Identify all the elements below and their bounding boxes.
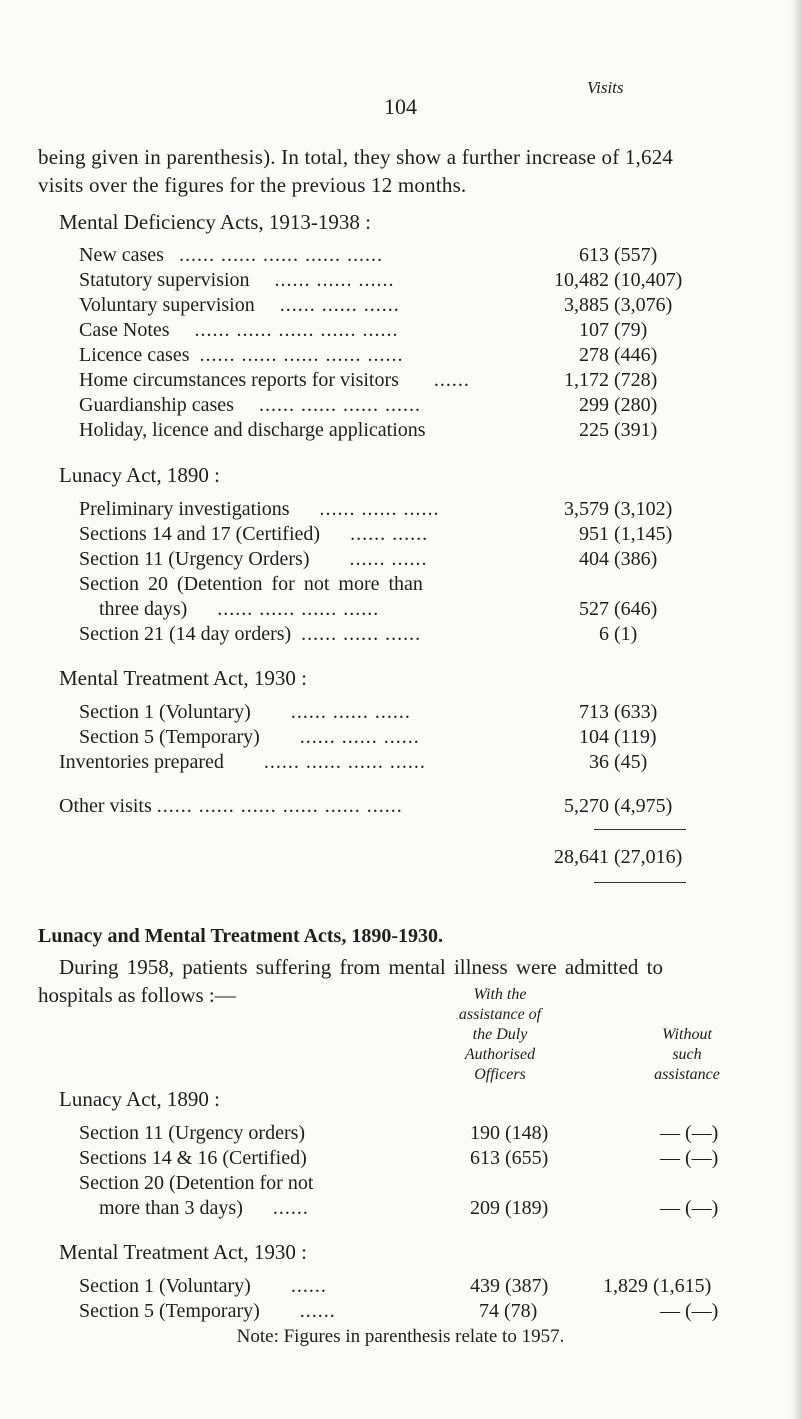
row-label: Statutory supervision ...... ...... ...... bbox=[79, 269, 395, 291]
table-row bbox=[79, 701, 779, 727]
table-row bbox=[79, 1197, 779, 1223]
table-row bbox=[79, 548, 779, 574]
row-label: Section 5 (Temporary) ...... ...... ...... bbox=[79, 726, 420, 748]
row-prev-value: (633) bbox=[614, 701, 658, 723]
row-prev-value: (386) bbox=[614, 548, 658, 570]
row-value: 5,270 bbox=[564, 795, 609, 817]
row-label: Sections 14 & 16 (Certified) bbox=[79, 1147, 307, 1169]
row-prev-value: (119) bbox=[614, 726, 657, 748]
table-row bbox=[79, 344, 779, 370]
row-value: 3,579 bbox=[564, 498, 609, 520]
row-prev-value: (45) bbox=[614, 751, 648, 773]
row-value: 225 bbox=[579, 419, 609, 441]
section-heading: Lunacy and Mental Treatment Acts, 1890-1930. bbox=[38, 925, 443, 947]
table-row bbox=[79, 319, 779, 345]
visits-column-header: Visits bbox=[587, 78, 624, 97]
table-row bbox=[79, 623, 779, 649]
table-row bbox=[79, 294, 779, 320]
row-label: Guardianship cases ...... ...... ...... ...... bbox=[79, 394, 421, 416]
table-row bbox=[79, 369, 779, 395]
table-row bbox=[79, 1122, 779, 1148]
row-value: 107 bbox=[579, 319, 609, 341]
row-value: 1,172 bbox=[564, 369, 609, 391]
row-prev-value: (391) bbox=[614, 419, 658, 441]
lunacy-act-title-2: Lunacy Act, 1890 : bbox=[59, 1087, 220, 1111]
table-row bbox=[79, 498, 779, 524]
row-value: 951 bbox=[579, 523, 609, 545]
table-row bbox=[79, 598, 779, 624]
row-label: Section 20 (Detention for not bbox=[79, 1172, 314, 1194]
table-row bbox=[79, 1147, 779, 1173]
row-label: Licence cases ...... ...... ...... ...... ...... bbox=[79, 344, 404, 366]
table-row bbox=[79, 1300, 779, 1326]
row-label: Sections 14 and 17 (Certified) ...... ...... bbox=[79, 523, 429, 545]
row-label: Section 1 (Voluntary) ...... ...... ...... bbox=[79, 701, 411, 723]
table-row bbox=[79, 1275, 779, 1301]
row-label: more than 3 days) ...... bbox=[99, 1197, 309, 1219]
row-prev-value: (646) bbox=[614, 598, 658, 620]
row-label: three days) ...... ...... ...... ...... bbox=[99, 598, 380, 620]
row-value: 3,885 bbox=[564, 294, 609, 316]
row-value: 10,482 bbox=[554, 269, 609, 291]
col2-value: — (—) bbox=[660, 1122, 719, 1144]
row-prev-value: (446) bbox=[614, 344, 658, 366]
page-number: 104 bbox=[384, 94, 417, 119]
row-prev-value: (280) bbox=[614, 394, 658, 416]
row-prev-value: (10,407) bbox=[614, 269, 683, 291]
intro-line-2: visits over the figures for the previous 12 months. bbox=[38, 173, 467, 197]
section-para-2: hospitals as follows :— bbox=[38, 983, 236, 1007]
row-label: Case Notes ...... ...... ...... ...... ...... bbox=[79, 319, 399, 341]
col1-value: 439 (387) bbox=[470, 1275, 549, 1297]
col2-value: 1,829 (1,615) bbox=[603, 1275, 712, 1297]
table-row bbox=[59, 795, 759, 821]
row-label: Section 5 (Temporary) ...... bbox=[79, 1300, 336, 1322]
row-prev-value: (1,145) bbox=[614, 523, 673, 545]
row-value: 6 bbox=[599, 623, 609, 645]
row-label: Other visits ...... ...... ...... ...... ...... ...... bbox=[59, 795, 403, 817]
row-value: 613 bbox=[579, 244, 609, 266]
intro-line-1: being given in parenthesis). In total, they show a further increase of 1,624 bbox=[38, 145, 674, 169]
row-prev-value: (728) bbox=[614, 369, 658, 391]
total-rule-bottom bbox=[594, 882, 686, 883]
col1-value: 613 (655) bbox=[470, 1147, 549, 1169]
row-value: 299 bbox=[579, 394, 609, 416]
row-value: 527 bbox=[579, 598, 609, 620]
table-row bbox=[79, 1172, 779, 1198]
row-label: Section 1 (Voluntary) ...... bbox=[79, 1275, 327, 1297]
table-row bbox=[79, 269, 779, 295]
table-row bbox=[59, 751, 759, 777]
row-prev-value: (3,102) bbox=[614, 498, 673, 520]
col1-value: 190 (148) bbox=[470, 1122, 549, 1144]
total-prev-value: (27,016) bbox=[614, 846, 683, 868]
row-value: 404 bbox=[579, 548, 609, 570]
col1-value: 74 (78) bbox=[479, 1300, 538, 1322]
row-label: Home circumstances reports for visitors ...... bbox=[79, 369, 470, 391]
col-header-without-assistance: Without such assistance bbox=[654, 1026, 720, 1083]
row-label: Voluntary supervision ...... ...... ...... bbox=[79, 294, 400, 316]
row-prev-value: (3,076) bbox=[614, 294, 673, 316]
total-row bbox=[59, 846, 759, 872]
table-row bbox=[79, 244, 779, 270]
md-act-title: Mental Deficiency Acts, 1913-1938 : bbox=[59, 210, 372, 234]
row-prev-value: (1) bbox=[614, 623, 638, 645]
col1-value: 209 (189) bbox=[470, 1197, 549, 1219]
col2-value: — (—) bbox=[660, 1147, 719, 1169]
row-value: 713 bbox=[579, 701, 609, 723]
page-edge-shadow bbox=[791, 0, 801, 1419]
row-label: Holiday, licence and discharge applications bbox=[79, 419, 426, 441]
row-label: Preliminary investigations ...... ...... ...... bbox=[79, 498, 440, 520]
col2-value: — (—) bbox=[660, 1197, 719, 1219]
mt-act-title: Mental Treatment Act, 1930 : bbox=[59, 666, 307, 690]
section-para-1: During 1958, patients suffering from mental illness were admitted to bbox=[59, 955, 663, 979]
row-prev-value: (79) bbox=[614, 319, 648, 341]
footnote: Note: Figures in parenthesis relate to 1957. bbox=[236, 1326, 565, 1347]
row-prev-value: (4,975) bbox=[614, 795, 673, 817]
table-row bbox=[79, 573, 779, 599]
row-label: Section 11 (Urgency Orders) ...... ...... bbox=[79, 548, 428, 570]
row-value: 104 bbox=[579, 726, 609, 748]
row-label: New cases ...... ...... ...... ...... ...... bbox=[79, 244, 383, 266]
table-row bbox=[79, 726, 779, 752]
table-row bbox=[79, 394, 779, 420]
total-rule bbox=[594, 829, 686, 830]
mt-act-title-2: Mental Treatment Act, 1930 : bbox=[59, 1240, 307, 1264]
table-row bbox=[79, 523, 779, 549]
row-label: Section 11 (Urgency orders) bbox=[79, 1122, 306, 1144]
row-prev-value: (557) bbox=[614, 244, 658, 266]
row-value: 36 bbox=[589, 751, 609, 773]
row-label: Section 21 (14 day orders) ...... ...... ...... bbox=[79, 623, 422, 645]
row-value: 278 bbox=[579, 344, 609, 366]
row-label: Section 20 (Detention for not more than bbox=[79, 573, 423, 595]
table-row bbox=[79, 419, 779, 445]
lunacy-act-title: Lunacy Act, 1890 : bbox=[59, 463, 220, 487]
total-value: 28,641 bbox=[554, 846, 609, 868]
col-header-with-assistance: With the assistance of the Duly Authorised Officers bbox=[458, 986, 542, 1083]
col2-value: — (—) bbox=[660, 1300, 719, 1322]
row-label: Inventories prepared ...... ...... ...... ...... bbox=[59, 751, 426, 773]
